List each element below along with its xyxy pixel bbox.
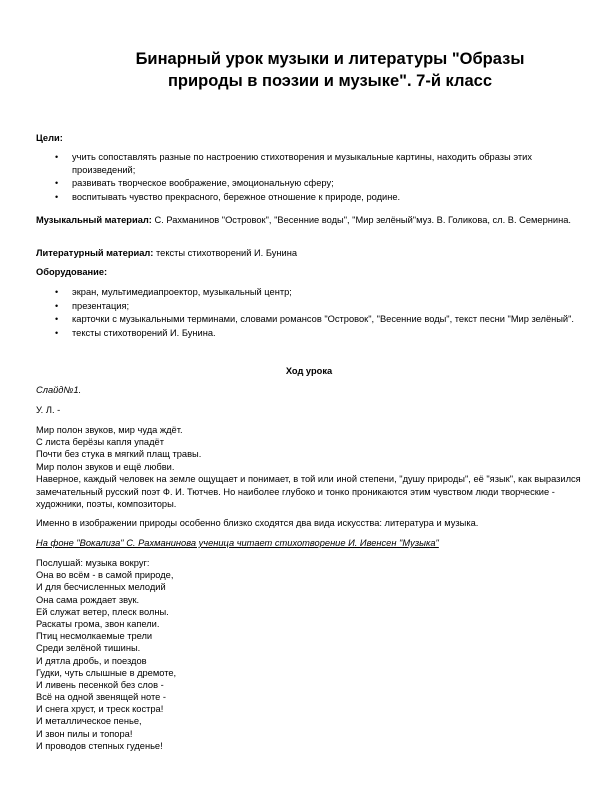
poem-line: И металлическое пенье, bbox=[36, 716, 142, 727]
title-line-2: природы в поэзии и музыке". 7-й класс bbox=[167, 72, 493, 90]
goals-list bbox=[36, 151, 582, 204]
paragraph-2: Именно в изображении природы особенно близко сходятся два вида искусства: литература и музыка. bbox=[36, 518, 479, 528]
list-item: • презентация; bbox=[36, 300, 582, 313]
lesson-heading: Ход урока bbox=[285, 366, 333, 376]
poem-line: И дятла дробь, и поездов bbox=[36, 655, 147, 666]
poem-2 bbox=[36, 557, 582, 752]
music-material-text: С. Рахманинов "Островок", "Весенние воды", "Мир зелёный"муз. В. Голикова, сл. В. Семернина. bbox=[151, 215, 571, 225]
poem-line: Послушай: музыка вокруг: bbox=[36, 558, 150, 568]
teacher-label: У. Л. - bbox=[36, 405, 61, 415]
poem-line: Почти без стука в мягкий плащ травы. bbox=[36, 449, 202, 460]
poem-line: Она во всём - в самой природе, bbox=[36, 570, 174, 581]
poem-line: Мир полон звуков, мир чуда ждёт. bbox=[36, 425, 183, 435]
equipment-heading: Оборудование: bbox=[36, 267, 108, 277]
music-material-label: Музыкальный материал: bbox=[36, 215, 152, 225]
title-line-1: Бинарный урок музыки и литературы "Образы bbox=[135, 50, 525, 68]
poem-line: Гудки, чуть слышные в дремоте, bbox=[36, 667, 177, 678]
poem-line: С листа берёзы капля упадёт bbox=[36, 437, 164, 448]
paragraph-1: Наверное, каждый человек на земле ощущает и понимает, в той или иной степени, "душу природы", её "язык", как выразился замечательный русский поэт Ф. И. Тютчев. Но наиболее глубоко и тонко проникаются этим чувством люди творческие - художники, поэты, композиторы. bbox=[36, 474, 581, 509]
stage-note: На фоне "Вокализа" С. Рахманинова ученица читает стихотворение И. Ивенсен "Музыка" bbox=[36, 538, 439, 548]
poem-line: Мир полон звуков и ещё любви. bbox=[36, 461, 175, 472]
literature-material-text: тексты стихотворений И. Бунина bbox=[153, 248, 297, 258]
equipment-list bbox=[36, 286, 582, 340]
poem-line: Ей служат ветер, плеск волны. bbox=[36, 606, 169, 617]
poem-line: Раскаты грома, звон капели. bbox=[36, 618, 160, 629]
list-item: • тексты стихотворений И. Бунина. bbox=[36, 327, 582, 340]
poem-line: И снега хруст, и треск костра! bbox=[36, 704, 164, 715]
poem-line: И ливень песенкой без слов - bbox=[36, 679, 164, 690]
list-item: • карточки с музыкальными терминами, словами романсов "Островок", "Весенние воды", текст песни "Мир зелёный". bbox=[36, 313, 582, 326]
goals-heading: Цели: bbox=[36, 133, 63, 143]
music-material bbox=[36, 214, 582, 227]
poem-line: И для бесчисленных мелодий bbox=[36, 582, 166, 593]
list-item: • экран, мультимедиапроектор, музыкальный центр; bbox=[36, 286, 582, 299]
list-item: • развивать творческое воображение, эмоциональную сферу; bbox=[36, 177, 582, 190]
poem-line: И проводов степных гуденье! bbox=[36, 740, 163, 751]
poem-line: Птиц несмолкаемые трели bbox=[36, 631, 153, 642]
poem-line: И звон пилы и топора! bbox=[36, 728, 133, 739]
poem-line: Всё на одной звенящей ноте - bbox=[36, 692, 166, 703]
poem-1 bbox=[36, 424, 582, 473]
poem-line: Она сама рождает звук. bbox=[36, 594, 140, 605]
slide-label: Слайд№1. bbox=[36, 385, 82, 395]
list-item: • воспитывать чувство прекрасного, бережное отношение к природе, родине. bbox=[36, 191, 582, 204]
page-title bbox=[60, 48, 600, 92]
list-item: • учить сопоставлять разные по настроению стихотворения и музыкальные картины, находить образы этих произведений; bbox=[36, 151, 582, 176]
poem-line: Среди зелёной тишины. bbox=[36, 643, 141, 654]
literature-material-label: Литературный материал: bbox=[36, 248, 154, 258]
literature-material bbox=[36, 247, 582, 260]
